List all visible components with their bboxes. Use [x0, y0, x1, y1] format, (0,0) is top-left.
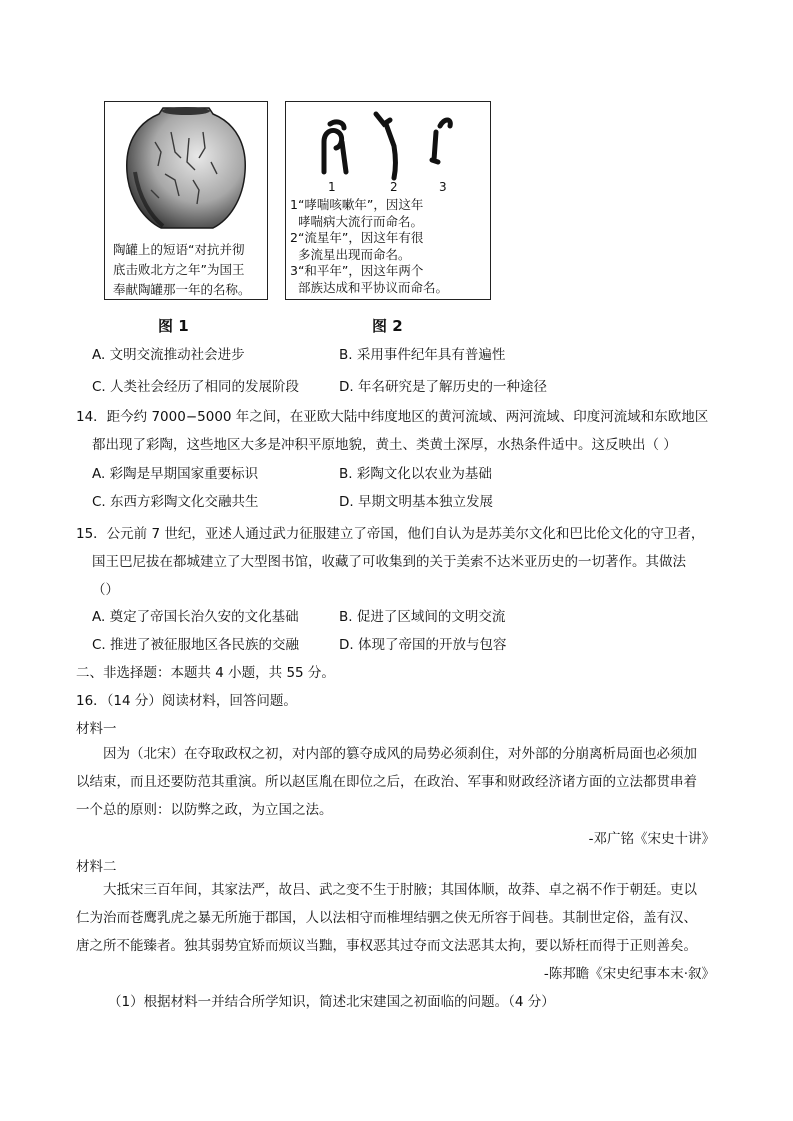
q15-line: 15．公元前 7 世纪，亚述人通过武力征服建立了帝国，他们自认为是苏美尔文化和巴比伦文化的守卫者， — [76, 526, 705, 542]
section-2-heading: 二、非选择题：本题共 4 小题，共 55 分。 — [76, 665, 335, 681]
pottery-jar-image — [105, 102, 267, 234]
material-1-source: -邓广铭《宋史十讲》 — [588, 831, 715, 847]
material-2-source: -陈邦瞻《宋史纪事本末·叙》 — [543, 966, 715, 982]
question-14-stem — [76, 403, 756, 459]
fig2-caption-line: 多流星出现而命名。 — [298, 246, 411, 262]
m1-line: 因为（北宋）在夺取政权之初，对内部的篡夺成风的局势必须刹住，对外部的分崩离析局面也必须加 — [103, 746, 697, 762]
m1-line: 一个总的原则：以防弊之政，为立国之法。 — [76, 802, 333, 818]
q15-line: （） — [92, 582, 119, 598]
material-1-text — [76, 740, 756, 824]
pictograph-symbols — [286, 102, 490, 184]
fig2-caption-line: 1“哮喘咳嗽年”，因这年 — [290, 197, 424, 212]
figure-1-label: 图 1 — [158, 317, 189, 335]
m1-line: 以结束，而且还要防范其重演。所以赵匡胤在即位之后，在政治、军事和财政经济诸方面的立法都贯串着 — [76, 774, 697, 790]
q13-option-c[interactable]: C. 人类社会经历了相同的发展阶段 — [92, 379, 300, 395]
material-2-text — [76, 876, 756, 960]
q14-option-a[interactable]: A. 彩陶是早期国家重要标识 — [92, 466, 259, 482]
pictograph-number: 2 — [390, 180, 398, 194]
q15-option-a[interactable]: A. 奠定了帝国长治久安的文化基础 — [92, 609, 299, 625]
fig2-caption-line: 3“和平年”，因这年两个 — [290, 263, 424, 278]
question-16-subquestion-1: （1）根据材料一并结合所学知识，简述北宋建国之初面临的问题。（4 分） — [108, 994, 555, 1010]
material-1-label: 材料一 — [76, 721, 117, 737]
figure-1 — [104, 101, 268, 300]
question-15-stem — [76, 520, 756, 604]
q15-line: 国王巴尼拔在都城建立了大型图书馆，收藏了可收集到的关于美索不达米亚历史的一切著作。其做法 — [92, 554, 686, 570]
m2-line: 唐之所不能臻者。独其弱势宜矫而烦议当黜，事权恶其过夺而文法恶其太拘，要以矫枉而得于正则善矣。 — [76, 938, 697, 954]
q14-option-c[interactable]: C. 东西方彩陶文化交融共生 — [92, 494, 259, 510]
m2-line: 大抵宋三百年间，其家法严，故吕、武之变不生于肘腋；其国体顺，故莽、卓之祸不作于朝廷。吏以 — [103, 882, 697, 898]
figure-2 — [285, 101, 491, 300]
q14-line: 都出现了彩陶，这些地区大多是冲积平原地貌，黄土、类黄土深厚，水热条件适中。这反映出（ ） — [92, 437, 677, 453]
q15-option-d[interactable]: D. 体现了帝国的开放与包容 — [339, 637, 507, 653]
q15-option-b[interactable]: B. 促进了区域间的文明交流 — [339, 609, 506, 625]
q14-option-d[interactable]: D. 早期文明基本独立发展 — [339, 494, 493, 510]
fig1-caption-line: 陶罐上的短语“对抗并彻 — [113, 242, 245, 257]
material-2-label: 材料二 — [76, 859, 117, 875]
q14-line: 14．距今约 7000−5000 年之间，在亚欧大陆中纬度地区的黄河流域、两河流域、印度河流域和东欧地区 — [76, 409, 709, 425]
figure-2-label: 图 2 — [372, 317, 403, 335]
fig2-caption-line: 2“流星年”，因这年有很 — [290, 230, 424, 245]
q15-option-c[interactable]: C. 推进了被征服地区各民族的交融 — [92, 637, 300, 653]
m2-line: 仁为治而苍鹰乳虎之暴无所施于郡国，人以法相守而椎埋结驷之侠无所容于闾巷。其制世定俗，盖有汉、 — [76, 910, 697, 926]
fig1-caption-line: 奉献陶罐那一年的名称。 — [113, 282, 251, 297]
q13-option-d[interactable]: D. 年名研究是了解历史的一种途径 — [339, 379, 547, 395]
question-16-title: 16．（14 分）阅读材料，回答问题。 — [76, 693, 297, 709]
fig1-caption-line: 底击败北方之年”为国王 — [113, 262, 245, 277]
q13-option-a[interactable]: A. 文明交流推动社会进步 — [92, 347, 245, 363]
fig2-caption-line: 部族达成和平协议而命名。 — [298, 279, 449, 295]
fig2-caption-line: 哮喘病大流行而命名。 — [298, 213, 424, 229]
q14-option-b[interactable]: B. 彩陶文化以农业为基础 — [339, 466, 492, 482]
pictograph-number: 1 — [328, 180, 336, 194]
q13-option-b[interactable]: B. 采用事件纪年具有普遍性 — [339, 347, 506, 363]
pictograph-number: 3 — [439, 180, 447, 194]
